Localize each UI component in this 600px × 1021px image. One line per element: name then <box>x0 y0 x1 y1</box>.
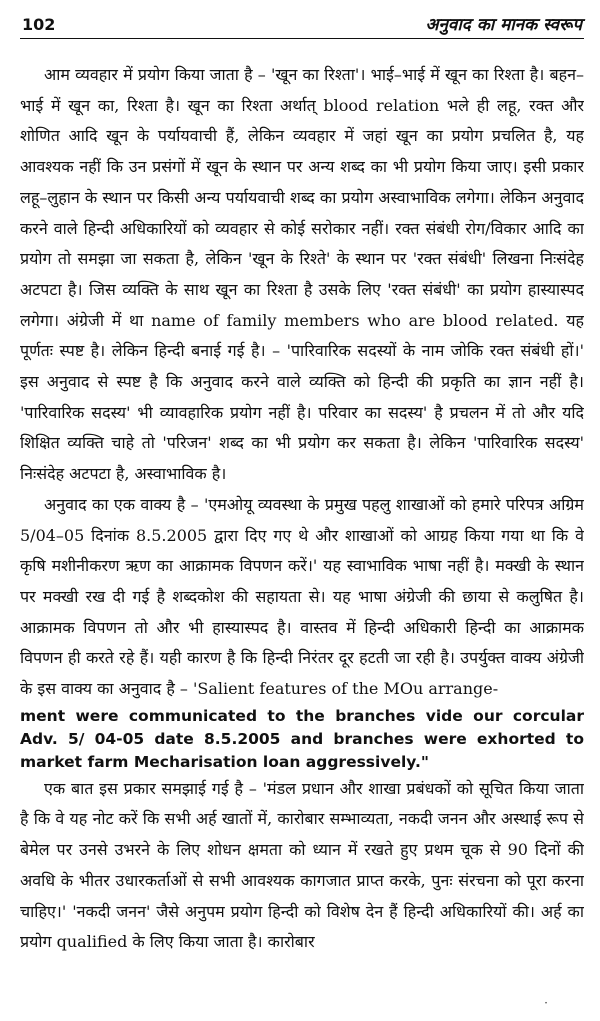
paragraph-mou-translation: अनुवाद का एक वाक्य है – 'एमओयू व्यवस्था के प्रमुख पहलु शाखाओं को हमारे परिपत्र अग्रिम 5/04–05 दिनांक 8.5.2005 द्वारा दिए गए थे और शाखाओं को आग्रह किया गया था कि वे कृषि मशीनीकरण ऋण का आक्रामक विपणन करें।' यह स्वाभाविक भाषा नहीं है। मक्खी के स्थान पर मक्खी रख दी गई है शब्दकोश की सहायता से। यह भाषा अंग्रेजी की छाया से कलुषित है। आक्रामक विपणन तो और भी हास्यास्पद है। वास्तव में हिन्दी अधिकारी हिन्दी का आक्रामक विपणन ही करते रहे हैं। यही कारण है कि हिन्दी निरंतर दूर हटती जा रही है। उपर्युक्त वाक्य अंग्रेजी के इस वाक्य का अनुवाद है – 'Salient features of the MOu arrange- <box>20 494 584 699</box>
header-rule <box>20 38 584 39</box>
page-header <box>22 10 582 34</box>
running-title: अनुवाद का मानक स्वरूप <box>425 15 582 35</box>
paragraph-cash-generation: एक बात इस प्रकार समझाई गई है – 'मंडल प्रधान और शाखा प्रबंधकों को सूचित किया जाता है कि वे यह नोट करें कि सभी अर्ह खातों में, कारोबार सम्भाव्यता, नकदी जनन और अस्थाई रूप से बेमेल पर उनसे उभरने के लिए शोधन क्षमता को ध्यान में रखते हुए प्रथम चूक से 90 दिनों की अवधि के भीतर उधारकर्ताओं से सभी आवश्यक कागजात प्राप्त करके, पुनः संरचना को पूरा करना चाहिए।' 'नकदी जनन' जैसे अनुपम प्रयोग हिन्दी को विशेष देन हैं हिन्दी अधिकारियों की। अर्ह का प्रयोग qualified के लिए किया जाता है। कारोबार <box>20 778 584 952</box>
paragraph-blood-relation: आम व्यवहार में प्रयोग किया जाता है – 'खून का रिश्ता'। भाई–भाई में खून का रिश्ता है। बहन–भाई में खून का, रिश्ता है। खून का रिश्ता अर्थात् blood relation भले ही लहू, रक्त और शोणित आदि खून के पर्यायवाची हैं, लेकिन व्यवहार में जहां खून का प्रयोग प्रचलित है, यह आवश्यक नहीं कि उन प्रसंगों में खून के स्थान पर अन्य शब्द का भी प्रयोग किया जाए। इसी प्रकार लहू–लुहान के स्थान पर किसी अन्य पर्यायवाची शब्द का प्रयोग अस्वाभाविक लगेगा। लेकिन अनुवाद करने वाले हिन्दी अधिकारियों को व्यवहार से कोई सरोकार नहीं। रक्त संबंधी रोग/विकार आदि का प्रयोग तो समझा जा सकता है, लेकिन 'खून के रिश्ते' के स्थान पर 'रक्त संबंधी' लिखना निःसंदेह अटपटा है। जिस व्यक्ति के साथ खून का रिश्ता है उसके लिए 'रक्त संबंधी' का प्रयोग हास्यास्पद लगेगा। अंग्रेजी में था name of family members who are blood related. यह पूर्णतः स्पष्ट है। लेकिन हिन्दी बनाई गई है। – 'पारिवारिक सदस्यों के नाम जोकि रक्त संबंधी हों।' इस अनुवाद से स्पष्ट है कि अनुवाद करने वाले व्यक्ति को हिन्दी की प्रकृति का ज्ञान नहीं है। 'पारिवारिक सदस्य' भी व्यावहारिक प्रयोग नहीं है। परिवार का सदस्य' है प्रचलन में तो और यदि शिक्षित व्यक्ति चाहे तो 'परिजन' शब्द का भी प्रयोग कर सकता है। लेकिन 'पारिवारिक सदस्य' निःसंदेह अटपटा है, अस्वाभाविक है। <box>20 65 584 484</box>
stray-mark: · <box>544 996 548 1010</box>
page-body <box>20 60 584 1019</box>
english-quote: ment were communicated to the branches vide our corcular Adv. 5/ 04-05 date 8.5.2005 and branches were exhorted to market farm Mecharisation loan aggressively." <box>20 706 584 771</box>
page-number: 102 <box>22 15 56 34</box>
